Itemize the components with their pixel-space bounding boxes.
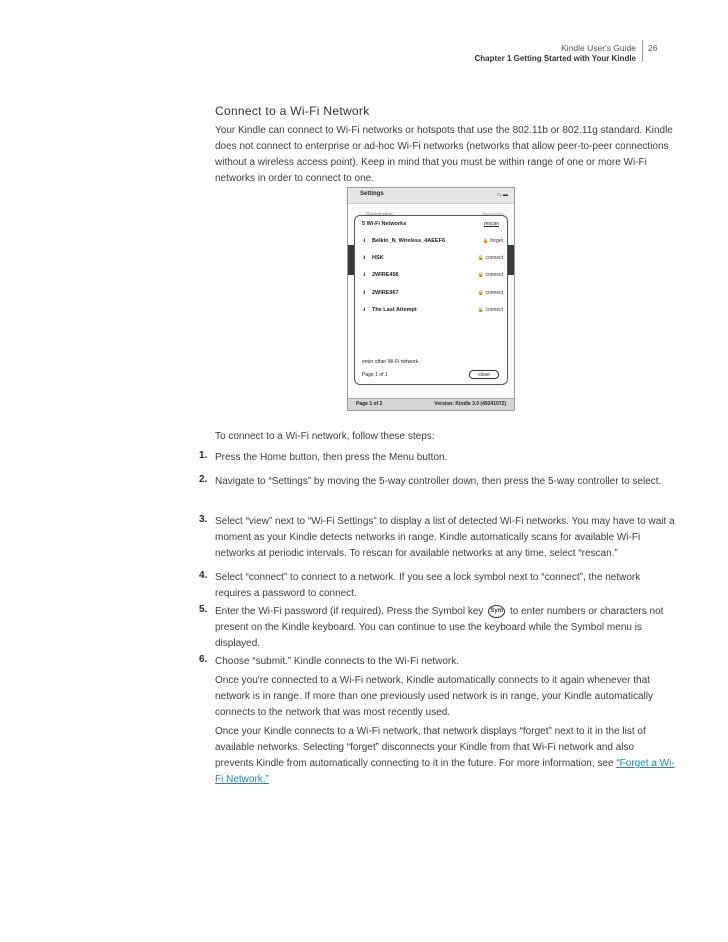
step-number: 2. (199, 474, 208, 485)
network-name: Belkin_N_Wireless_4AEEF6 (372, 238, 446, 244)
step-number: 3. (199, 514, 208, 525)
after-paragraph-2 (215, 724, 675, 788)
after-paragraph-2-text: Once your Kindle connects to a Wi-Fi network, that network displays “forget” next to it in the list of available networks. Selecting “forget” disconnects your Kindle from that Wi-Fi network and also prevents Kindle from automatically connecting to it in the future. For more information, see (215, 726, 646, 769)
step-text: Press the Home button, then press the Menu button. (215, 452, 448, 463)
step-number: 1. (199, 450, 208, 461)
network-item[interactable] (363, 236, 503, 248)
step-text: Select “view” next to “Wi-Fi Settings” to display a list of detected Wi-Fi networks. You may have to wait a moment as your Kindle detects networks in range. Kindle automatically scans for available Wi-Fi networks at periodic intervals. To rescan for available networks at any time, select “rescan.” (215, 516, 675, 559)
device-version: Version: Kindle 3.0 (49241072) (434, 401, 506, 407)
device-title-bar (348, 188, 514, 204)
device-side-tab-right (507, 245, 514, 275)
battery-icon: ▭ ▬ (496, 192, 508, 198)
network-item[interactable] (363, 253, 503, 265)
section-title: Connect to a Wi-Fi Network (215, 104, 370, 118)
intro-paragraph: Your Kindle can connect to Wi-Fi networks or hotspots that use the 802.11b or 802.11g standard. Kindle does not connect to enterprise or ad-hoc Wi-Fi networks (networks that allow peer-to-peer connections without a wireless access point). Keep in mind that you must be within range of one or more Wi-Fi networks in order to connect to one. (215, 125, 673, 184)
step-text: Navigate to “Settings” by moving the 5-way controller down, then press the 5-way controller to select. (215, 476, 662, 487)
after-paragraph-1: Once you're connected to a Wi-Fi network, Kindle automatically connects to it again whenever that network is in range. If more than one previously used network is in range, your Kindle automatically connects to the network that was most recently used. (215, 675, 654, 718)
header-guide-title: Kindle User's Guide (561, 43, 636, 53)
page-number: 26 (648, 43, 658, 53)
dialog-page-indicator: Page 1 of 1 (362, 372, 388, 378)
network-item[interactable] (363, 288, 503, 300)
step-text: Choose “submit.” Kindle connects to the Wi-Fi network. (215, 656, 459, 667)
forget-network-link[interactable]: “Forget a Wi-Fi Network.” (215, 758, 675, 785)
step-text-before: Enter the Wi-Fi password (if required). Press the Symbol key (215, 606, 484, 617)
step-text (215, 604, 675, 652)
signal-icon: .ııl (363, 255, 365, 261)
step-text-after: to enter numbers or characters not present on the Kindle keyboard. You can continue to use the keyboard while the Symbol menu is displayed. (215, 606, 664, 649)
signal-icon: .ııl (363, 307, 365, 313)
enter-other-network-link[interactable]: enter other Wi-Fi network (362, 359, 419, 365)
network-item[interactable] (363, 305, 503, 317)
device-footer-bar (348, 398, 514, 410)
wifi-networks-dialog (354, 215, 508, 385)
network-item[interactable] (363, 270, 503, 282)
step-number: 5. (199, 604, 208, 615)
header-divider (642, 40, 643, 62)
network-name: 2WIRE456 (372, 272, 399, 278)
step-number: 6. (199, 654, 208, 665)
network-connect-button[interactable]: 🔒 connect (477, 272, 503, 278)
network-name: HSK (372, 255, 384, 261)
network-forget-button[interactable]: 🔒 forget (482, 238, 503, 244)
signal-icon: .ııl (363, 272, 365, 278)
signal-icon: .ııl (363, 290, 365, 296)
wifi-dialog-title: 5 Wi-Fi Networks (362, 221, 407, 227)
network-connect-button[interactable]: 🔒 connect (477, 255, 503, 261)
network-name: The Last Attempt (372, 307, 417, 313)
network-connect-button[interactable]: 🔒 connect (477, 307, 503, 313)
steps-intro: To connect to a Wi-Fi network, follow these steps: (215, 431, 435, 442)
step-text: Select “connect” to connect to a network. If you see a lock symbol next to “connect”, the network requires a password to connect. (215, 572, 641, 599)
step-number: 4. (199, 570, 208, 581)
rescan-button[interactable]: rescan (483, 221, 499, 227)
network-connect-button[interactable]: 🔒 connect (477, 290, 503, 296)
header-chapter-title: Chapter 1 Getting Started with Your Kindle (474, 54, 636, 63)
device-screen-title: Settings (360, 191, 384, 197)
symbol-key-icon: Sym (488, 605, 505, 618)
network-name: 2WIRE967 (372, 290, 399, 296)
close-button[interactable]: close (469, 370, 499, 379)
signal-icon: .ııl (363, 238, 365, 244)
device-page-indicator: Page 1 of 2 (356, 401, 383, 407)
